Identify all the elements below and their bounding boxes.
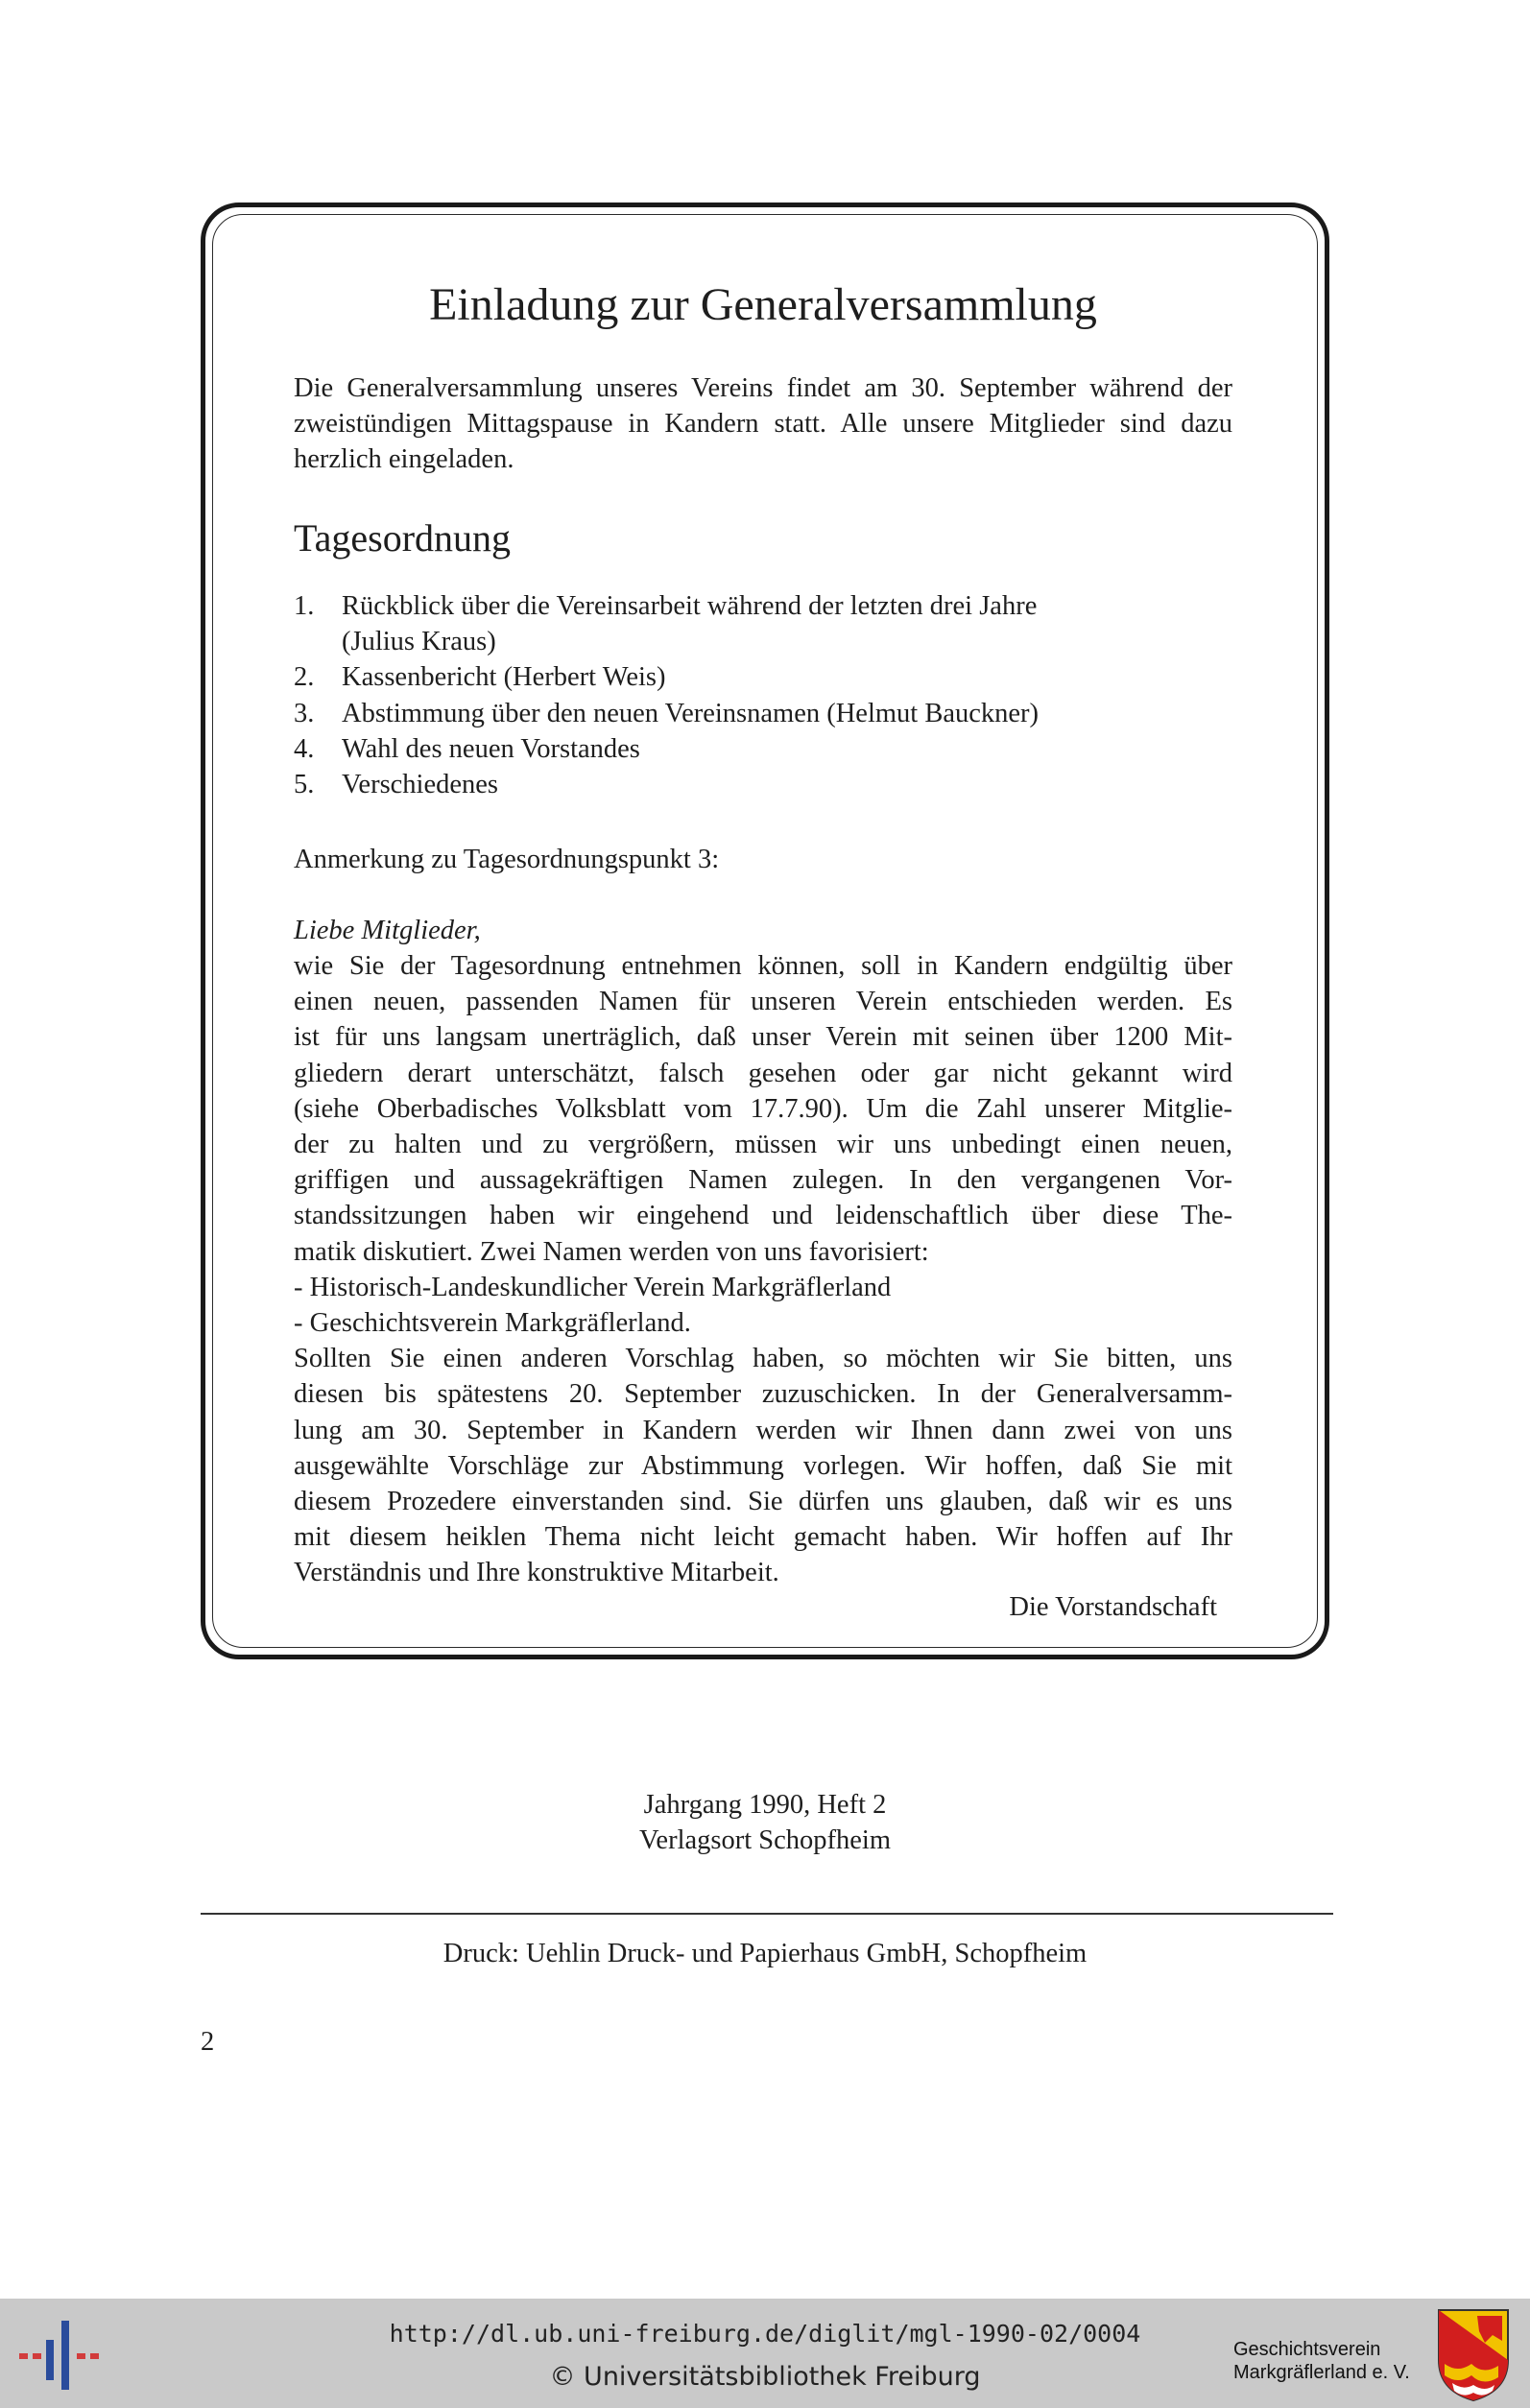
footer-org-line: Markgräflerland e. V. (1233, 2362, 1410, 2383)
agenda-item-text: Abstimmung über den neuen Vereinsnamen (Helmut Bauckner) (342, 698, 1040, 728)
agenda-item-number: 5. (294, 770, 315, 800)
footer-url-link[interactable]: http://dl.ub.uni-freiburg.de/diglit/mgl-1990-02/0004 (389, 2320, 1141, 2348)
agenda-item-text: Kassenbericht (Herbert Weis) (342, 662, 666, 693)
agenda-item-number: 2. (294, 662, 315, 693)
letter-line: diesem Prozedere einverstanden sind. Sie dürfen uns glauben, daß wir es uns (294, 1487, 1232, 1517)
agenda-item-text: Rückblick über die Vereinsarbeit während der letzten drei Jahre (342, 591, 1038, 621)
letter-line: gliedern derart unterschätzt, falsch gesehen oder gar nicht gekannt wird (294, 1058, 1232, 1088)
footer-org-line: Geschichtsverein (1233, 2339, 1381, 2360)
letter-line: lung am 30. September in Kandern werden wir Ihnen dann zwei von uns (294, 1415, 1232, 1445)
agenda-item-number: 3. (294, 698, 315, 728)
letter-line: Sollten Sie einen anderen Vorschlag haben, so möchten wir Sie bitten, uns (294, 1344, 1232, 1374)
footer-copyright: © Universitätsbibliothek Freiburg (549, 2362, 981, 2392)
agenda-item (294, 659, 1232, 695)
letter-line: griffigen und aussagekräftigen Namen zulegen. In den vergangenen Vor- (294, 1165, 1232, 1196)
letter-line: standssitzungen haben wir eingehend und leidenschaftlich über diese The- (294, 1201, 1232, 1231)
letter-body (294, 948, 1232, 1591)
agenda-item (294, 696, 1232, 731)
letter-line: wie Sie der Tagesordnung entnehmen können, soll in Kandern endgültig über (294, 951, 1232, 981)
notice-title: Einladung zur Generalversammlung (429, 279, 1097, 330)
letter-line: der zu halten und zu vergrößern, müssen wir uns unbedingt einen neuen, (294, 1130, 1232, 1160)
letter-line: Verständnis und Ihre konstruktive Mitarbeit. (294, 1558, 779, 1588)
imprint-printer: Druck: Uehlin Druck- und Papierhaus GmbH, Schopfheim (442, 1939, 1088, 1968)
letter-line: ausgewählte Vorschläge zur Abstimmung vorlegen. Wir hoffen, daß Sie mit (294, 1450, 1232, 1481)
letter-signature: Die Vorstandschaft (1009, 1592, 1217, 1622)
letter-line: mit diesem heiklen Thema nicht leicht gemacht haben. Wir hoffen auf Ihr (294, 1522, 1232, 1553)
agenda-item (294, 731, 1232, 767)
letter-line: - Geschichtsverein Markgräflerland. (294, 1308, 691, 1339)
agenda-item-speaker: (Julius Kraus) (342, 627, 496, 657)
letter-line: diesen bis spätestens 20. September zuzuschicken. In der Generalversamm- (294, 1379, 1232, 1410)
agenda-item-number: 1. (294, 591, 315, 621)
agenda-item (294, 767, 1232, 802)
agenda-heading: Tagesordnung (294, 516, 512, 560)
agenda-item-number: 4. (294, 733, 315, 764)
letter-line: matik diskutiert. Zwei Namen werden von uns favorisiert: (294, 1236, 929, 1267)
page-number: 2 (201, 2027, 215, 2057)
agenda-item-text: Wahl des neuen Vorstandes (342, 733, 640, 764)
agenda-item (294, 588, 1232, 659)
agenda-item-text: Verschiedenes (342, 770, 499, 800)
coat-of-arms-icon (1435, 2306, 1512, 2402)
footer-organization (1233, 2338, 1410, 2384)
agenda-list (294, 588, 1232, 802)
letter-line: (siehe Oberbadisches Volksblatt vom 17.7.90). Um die Zahl unserer Mitglie- (294, 1093, 1232, 1124)
imprint-divider (201, 1913, 1333, 1915)
agenda-note: Anmerkung zu Tagesordnungspunkt 3: (294, 845, 720, 874)
intro-paragraph: Die Generalversammlung unseres Vereins findet am 30. September während der zweistündigen Mittagspause in Kandern statt. Alle unsere Mitglieder sind dazu herzlich eingeladen. (294, 373, 1232, 475)
imprint-place: Verlagsort Schopfheim (639, 1825, 891, 1855)
imprint-volume: Jahrgang 1990, Heft 2 (643, 1790, 887, 1820)
letter-line: ist für uns langsam unerträglich, daß unser Verein mit seinen über 1200 Mit- (294, 1022, 1232, 1053)
letter-line: einen neuen, passenden Namen für unseren Verein entschieden werden. Es (294, 987, 1232, 1017)
letter-salutation: Liebe Mitglieder, (294, 916, 481, 945)
letter-line: - Historisch-Landeskundlicher Verein Markgräflerland (294, 1272, 892, 1302)
